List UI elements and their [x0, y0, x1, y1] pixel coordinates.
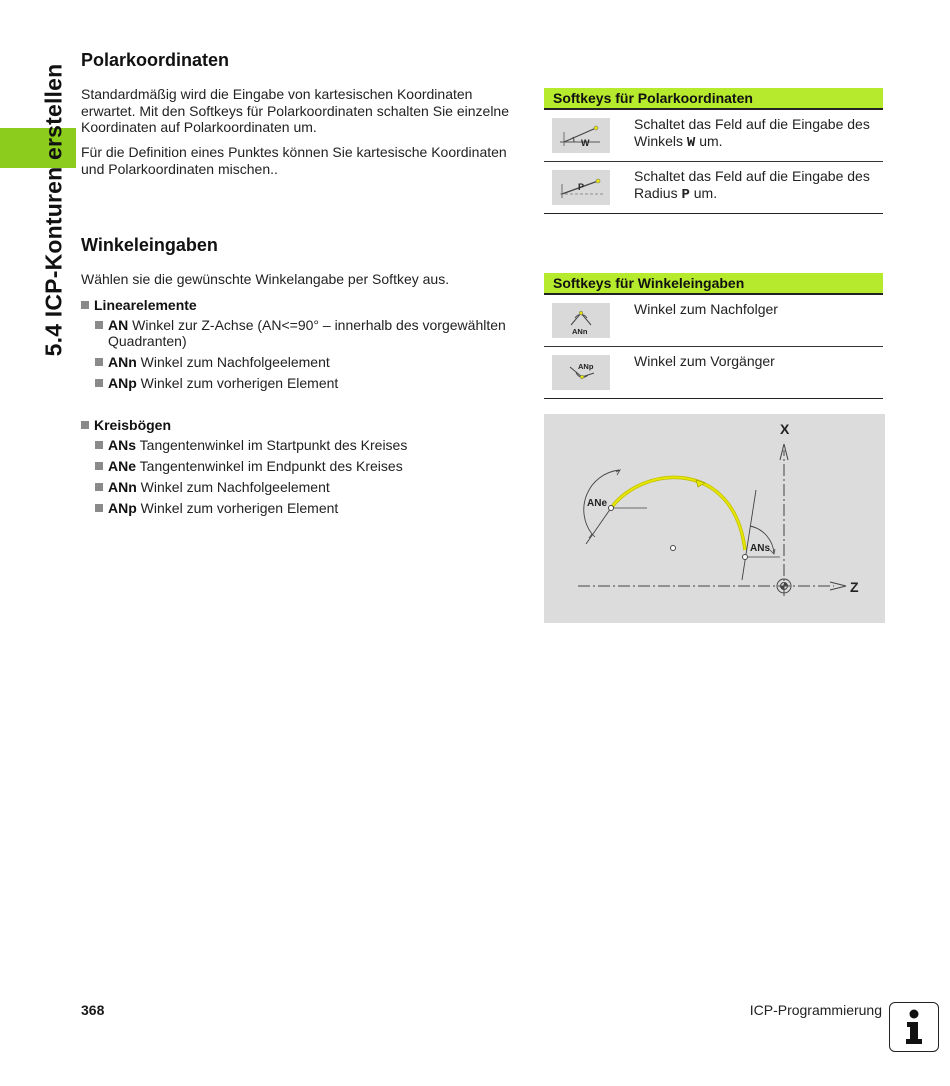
bullet-icon [95, 504, 103, 512]
bullet-icon [81, 301, 89, 309]
polar-paragraph-1: Standardmäßig wird die Eingabe von kartesischen Koordinaten erwartet. Mit den Softkeys für Polarkoordinaten schalten Sie einzelne Koordinaten auf Polarkoordinaten um. [81, 86, 510, 135]
list-item: ANs Tangentenwinkel im Startpunkt des Kreises [95, 437, 407, 454]
bullet-icon [95, 379, 103, 387]
linear-elements-heading: Linearelemente [81, 297, 197, 314]
bullet-icon [95, 321, 103, 329]
footer-title: ICP-Programmierung [749, 1002, 882, 1018]
polar-table-header: Softkeys für Polarkoordinaten [544, 88, 883, 110]
bullet-icon [81, 421, 89, 429]
polar-angle-description: Schaltet das Feld auf die Eingabe des Winkels W um. [634, 116, 870, 151]
arcs-heading: Kreisbögen [81, 417, 171, 434]
page-number: 368 [81, 1002, 105, 1018]
angle-softkey-table [544, 273, 883, 399]
polar-table-row [544, 162, 883, 214]
list-item: ANn Winkel zum Nachfolgeelement [95, 479, 330, 496]
list-item: ANe Tangentenwinkel im Endpunkt des Kreises [95, 458, 403, 475]
section-heading-polar: Polarkoordinaten [81, 50, 230, 70]
section-heading-angle: Winkeleingaben [81, 235, 218, 255]
ans-label: ANs [750, 543, 771, 554]
z-axis-label: Z [850, 579, 859, 595]
angle-table-header: Softkeys für Winkeleingaben [544, 273, 883, 295]
list-item: ANn Winkel zum Nachfolgeelement [95, 354, 330, 371]
list-item: ANp Winkel zum vorherigen Element [95, 375, 338, 392]
angle-intro: Wählen sie die gewünschte Winkelangabe per Softkey aus. [81, 271, 450, 287]
bullet-icon [95, 462, 103, 470]
bullet-icon [95, 483, 103, 491]
bullet-icon [95, 441, 103, 449]
angle-table-row [544, 295, 883, 347]
angle-next-description: Winkel zum Nachfolger [634, 301, 778, 317]
svg-text:ANp: ANp [578, 362, 594, 371]
angle-next-softkey-icon[interactable] [552, 303, 610, 338]
polar-paragraph-2: Für die Definition eines Punktes können Sie kartesische Koordinaten und Polarkoordinaten mischen.. [81, 144, 507, 177]
svg-text:W: W [581, 138, 590, 148]
polar-softkey-table [544, 88, 883, 214]
angle-table-row [544, 347, 883, 399]
polar-angle-softkey-icon[interactable] [552, 118, 610, 153]
polar-radius-softkey-icon[interactable] [552, 170, 610, 205]
list-item: ANp Winkel zum vorherigen Element [95, 500, 338, 517]
x-axis-label: X [780, 421, 790, 437]
bullet-icon [95, 358, 103, 366]
chapter-title: 5.4 ICP-Konturen erstellen [40, 63, 67, 357]
polar-radius-description: Schaltet das Feld auf die Eingabe des Radius P um. [634, 168, 870, 203]
info-icon[interactable] [889, 1002, 939, 1052]
angle-previous-description: Winkel zum Vorgänger [634, 353, 775, 369]
list-item: AN Winkel zur Z-Achse (AN<=90° – innerhalb des vorgewählten [95, 317, 506, 334]
ane-label: ANe [587, 498, 608, 509]
polar-table-row [544, 110, 883, 162]
svg-text:P: P [578, 182, 585, 192]
list-item-continuation: Quadranten) [108, 333, 187, 349]
angle-previous-softkey-icon[interactable] [552, 355, 610, 390]
arc-angle-diagram [544, 414, 885, 623]
svg-text:ANn: ANn [572, 327, 588, 336]
